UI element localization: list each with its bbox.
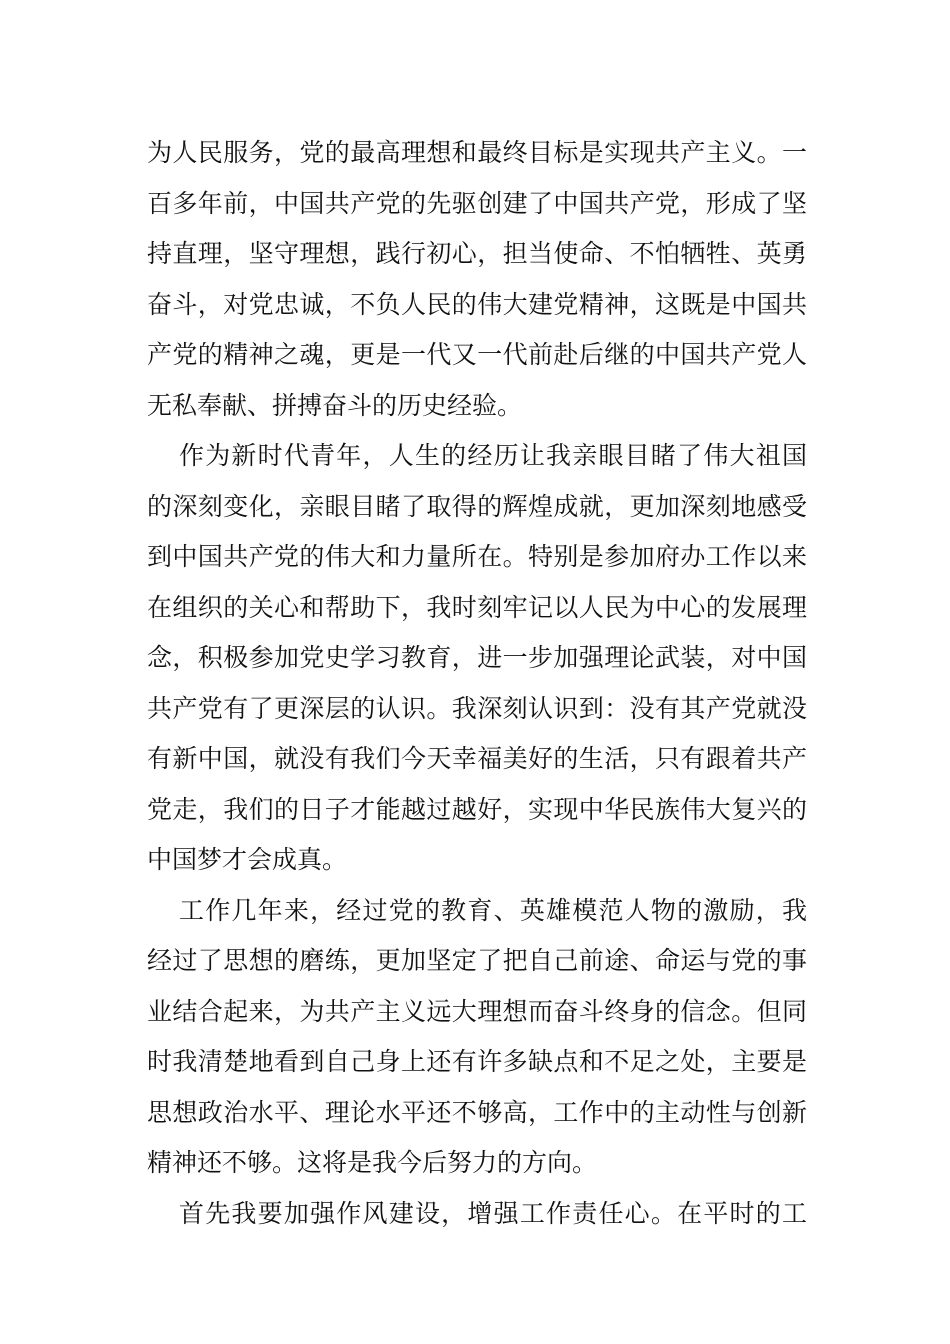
text-line: 首先我要加强作风建设，增强工作责任心。在平时的工 (179, 1198, 807, 1228)
text-line: 共产党有了更深层的认识。我深刻认识到：没有其产党就没 (147, 693, 807, 723)
text-line: 在组织的关心和帮助下，我时刻牢记以人民为中心的发展理 (147, 592, 807, 622)
text-line: 无私奉献、拼搏奋斗的历史经验。 (147, 390, 523, 420)
text-line: 时我清楚地看到自己身上还有许多缺点和不足之处，主要是 (147, 1047, 807, 1076)
text-line: 工作几年来，经过党的教育、英雄模范人物的激励，我 (179, 895, 807, 925)
text-line: 奋斗，对党忠诚，不负人民的伟大建党精神，这既是中国共 (147, 289, 807, 319)
text-line: 作为新时代青年，人生的经历让我亲眼目睹了伟大祖国 (179, 441, 807, 470)
text-line: 到中国共产党的伟大和力量所在。特别是参加府办工作以来 (147, 542, 807, 571)
text-line: 业结合起来，为共产主义远大理想而奋斗终身的信念。但同 (147, 996, 807, 1026)
text-line: 经过了思想的磨练，更加坚定了把自己前途、命运与党的事 (147, 946, 807, 975)
text-line: 精神还不够。这将是我今后努力的方向。 (147, 1148, 598, 1177)
text-line: 持直理，坚守理想，践行初心，担当使命、不怕牺牲、英勇 (147, 239, 807, 268)
text-line: 念，积极参加党史学习教育，进一步加强理论武装，对中国 (147, 643, 807, 672)
text-line: 思想政治水平、理论水平还不够高，工作中的主动性与创新 (147, 1097, 807, 1127)
text-line: 有新中国，就没有我们今天幸福美好的生活，只有跟着共产 (147, 744, 807, 773)
text-line: 中国梦才会成真。 (147, 845, 348, 874)
text-line: 为人民服务，党的最高理想和最终目标是实现共产主义。一 (147, 138, 807, 167)
text-line: 产党的精神之魂，更是一代又一代前赴后继的中国共产党人 (147, 340, 807, 369)
text-line: 百多年前，中国共产党的先驱创建了中国共产党，形成了坚 (147, 188, 807, 218)
text-line: 的深刻变化，亲眼目睹了取得的辉煌成就，更加深刻地感受 (147, 491, 807, 521)
text-line: 党走，我们的日子才能越过越好，实现中华民族伟大复兴的 (147, 794, 807, 824)
document-body (147, 128, 807, 1239)
